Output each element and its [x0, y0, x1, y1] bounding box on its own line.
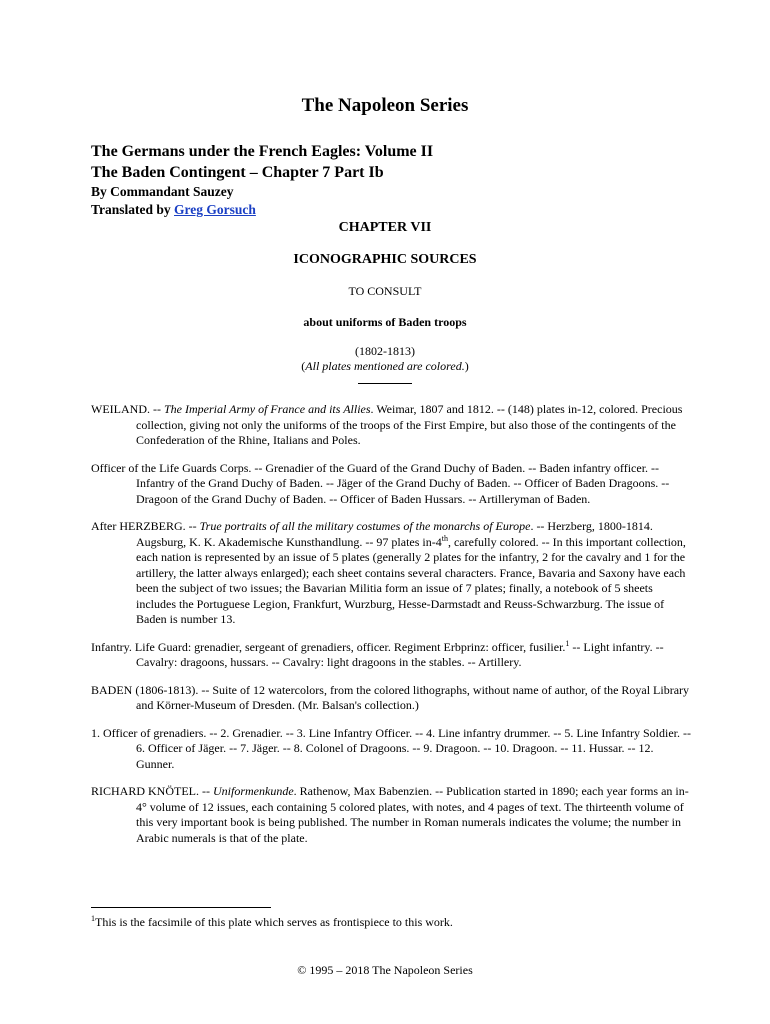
- chapter-heading: CHAPTER VII: [338, 220, 432, 235]
- entry-knotel: [91, 784, 691, 846]
- about-label: about uniforms of Baden troops: [303, 315, 467, 329]
- short-rule: [358, 383, 412, 384]
- footnote-ref[interactable]: 1: [565, 638, 570, 648]
- author-line: By Commandant Sauzey: [91, 184, 234, 199]
- note-open: (: [301, 359, 306, 373]
- entry-plate-list: [91, 726, 691, 773]
- series-title: The Napoleon Series: [301, 95, 469, 116]
- entry-text: Officer of the Life Guards Corps. -- Grenadier of the Guard of the Grand Duchy of Baden. -- Baden infantry officer. -- Infantry of the Grand Duchy of Baden. -- Jäger of the Grand Duchy of Baden. -- Officer of Baden Dragoons. -- Dragoon of the Grand Duchy of Baden. -- Officer of Baden Hussars. -- Artilleryman of Baden.: [91, 460, 670, 506]
- entry-lead: After HERZBERG. --: [91, 519, 200, 533]
- footnote-marker: 1: [91, 914, 95, 923]
- copyright-footer: © 1995 – 2018 The Napoleon Series: [297, 963, 473, 977]
- to-consult-label: TO CONSULT: [348, 284, 422, 298]
- entry-text: BADEN (1806-1813). -- Suite of 12 watercolors, from the colored lithographs, without name of author, of the Royal Library and Körner-Museum of Dresden. (Mr. Balsan's collection.): [91, 682, 690, 712]
- entry-lead: RICHARD KNÖTEL. --: [91, 784, 213, 798]
- entry-title: True portraits of all the military costumes of the monarchs of Europe: [199, 519, 531, 533]
- entry-rest: -- Light infantry. -- Cavalry: dragoons, hussars. -- Cavalry: light dragoons in the stables. -- Artillery.: [136, 639, 664, 669]
- translated-prefix: Translated by: [91, 202, 175, 217]
- entry-infantry: [91, 640, 691, 671]
- entry-rest: . Weimar, 1807 and 1812. -- (148) plates in-12, colored. Precious collection, giving not only the uniforms of the troops of the First Empire, but also those of the contingents of the Confederation of the Rhine, Italians and Poles.: [136, 402, 683, 447]
- entry-title: Uniformenkunde: [213, 784, 294, 798]
- entry-text: Infantry. Life Guard: grenadier, sergeant of grenadiers, officer. Regiment Erbprinz: officer, fusilier.: [91, 639, 566, 654]
- book-title: The Germans under the French Eagles: Volume II: [91, 143, 434, 160]
- entry-title: The Imperial Army of France and its Allies: [163, 402, 371, 416]
- document-header: [91, 141, 691, 219]
- note-italic: All plates mentioned are colored.: [305, 359, 465, 373]
- translator-line: [91, 201, 691, 219]
- source-list: [91, 402, 691, 846]
- entry-mid: . -- Herzberg, 1800-1814. Augsburg, K. K. Akademische Kunsthandlung. -- 97 plates in-4: [136, 519, 653, 549]
- entry-weiland: [91, 402, 691, 449]
- superscript: th: [441, 533, 448, 543]
- entry-rest: , carefully colored. -- In this important collection, each nation is represented by an issue of 5 plates (generally 2 plates for the infantry, 2 for the cavalry and 1 for the artillery, the latter always enlarged); each sheet contains several characters. France, Bavaria and Saxony have each been the subject of two issues; the Bavarian Militia form an issue of 7 plates; finally, a notebook of 5 sheets includes the Portuguese Legion, Frankfurt, Wurzburg, Hesse-Darmstadt and Reuss-Schwarzburg. The issue of Baden is number 13.: [136, 534, 686, 626]
- footnote-rule: [91, 907, 271, 908]
- colored-note: [0, 359, 770, 374]
- entry-rest: . Rathenow, Max Babenzien. -- Publication started in 1890; each year forms an in-4° volume of 12 issues, each containing 5 colored plates, with notes, and 4 pages of text. The thirteenth volume of this very important book is being published. The number in Roman numerals indicates the volume; the number in Arabic numerals is that of the plate.: [136, 784, 689, 845]
- section-heading: ICONOGRAPHIC SOURCES: [293, 252, 477, 267]
- footnote-text: This is the facsimile of this plate which serves as frontispiece to this work.: [95, 915, 453, 929]
- date-range: (1802-1813): [355, 344, 415, 358]
- translator-link[interactable]: Greg Gorsuch: [174, 202, 256, 217]
- entry-baden: [91, 683, 691, 714]
- entry-officer: [91, 461, 691, 508]
- entry-text: 1. Officer of grenadiers. -- 2. Grenadier. -- 3. Line Infantry Officer. -- 4. Line infantry drummer. -- 5. Line Infantry Soldier. -- 6. Officer of Jäger. -- 7. Jäger. -- 8. Colonel of Dragoons. -- 9. Dragoon. -- 10. Dragoon. -- 11. Hussar. -- 12. Gunner.: [91, 725, 692, 771]
- chapter-title: The Baden Contingent – Chapter 7 Part Ib: [91, 164, 384, 181]
- footnote: [91, 915, 691, 930]
- entry-lead: WEILAND. --: [91, 402, 164, 416]
- note-close: ): [464, 359, 469, 373]
- entry-herzberg: [91, 519, 691, 628]
